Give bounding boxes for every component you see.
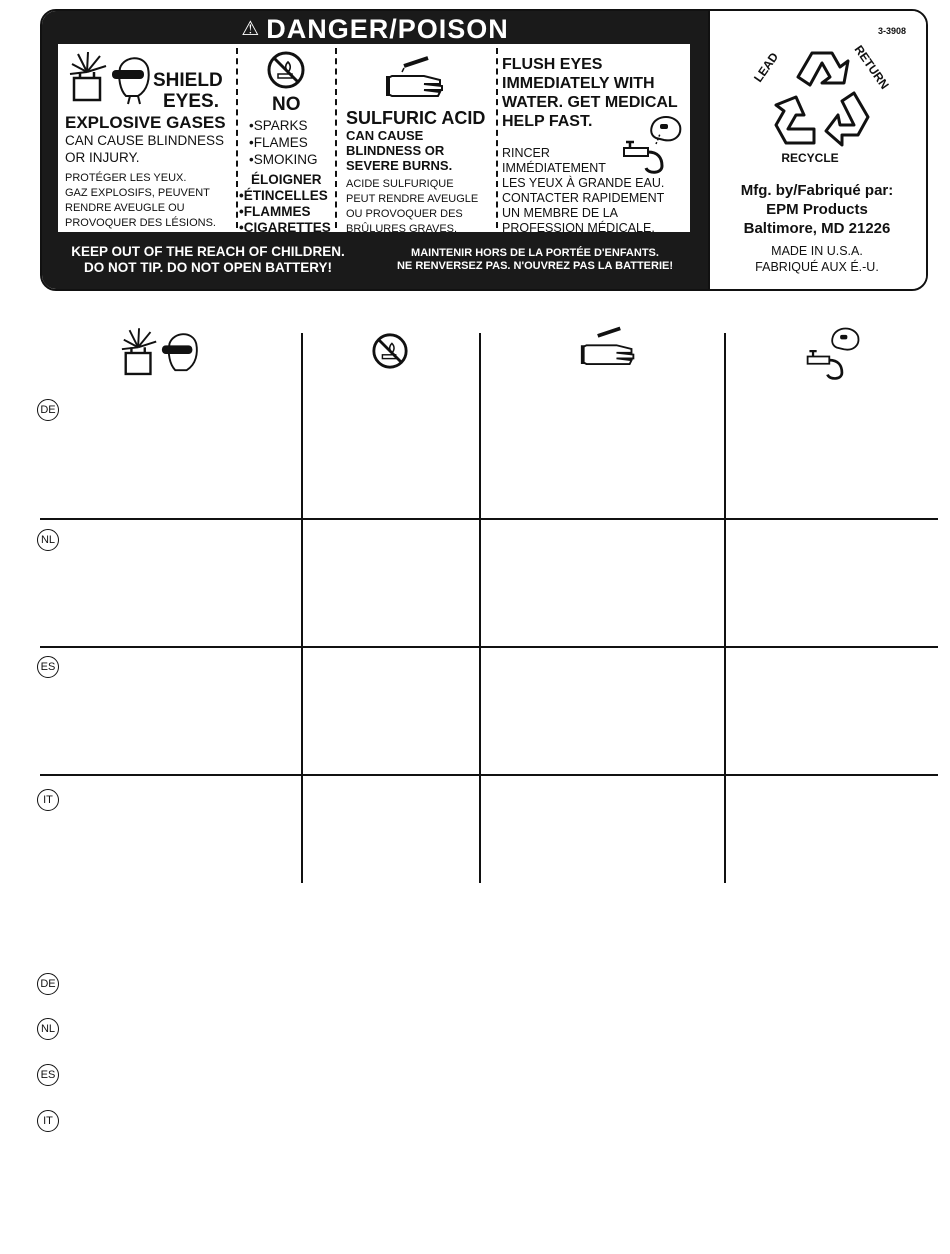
- panel3-fr-line: BRÛLURES GRAVES.: [346, 223, 458, 235]
- made-in-en: MADE IN U.S.A.: [771, 244, 863, 258]
- panel3-fr-line: ACIDE SULFURIQUE: [346, 178, 454, 190]
- footer-en-line: DO NOT TIP. DO NOT OPEN BATTERY!: [83, 260, 332, 276]
- panel4-fr-line: UN MEMBRE DE LA: [502, 206, 618, 220]
- footer-english: [58, 244, 358, 276]
- panel4-fr-line: CONTACTER RAPIDEMENT: [502, 191, 665, 205]
- panel1-fr-line: PROVOQUER DES LÉSIONS.: [65, 217, 216, 229]
- flush-eyes-heading: HELP FAST.: [502, 113, 593, 130]
- panel1-en-line: OR INJURY.: [65, 150, 140, 165]
- panel-separator: [496, 48, 498, 228]
- legend-badge-nl: NL: [37, 1018, 59, 1040]
- footer-fr-line: MAINTENIR HORS DE LA PORTÉE D'ENFANTS.: [411, 247, 659, 259]
- eyewash-icon: [618, 112, 684, 174]
- flush-eyes-heading: WATER. GET MEDICAL: [502, 94, 678, 111]
- grid-column-divider: [301, 333, 303, 883]
- shield-eyes-heading-2: EYES.: [163, 91, 219, 112]
- warning-triangle-icon: ⚠: [241, 18, 261, 40]
- legend-badge-es: ES: [37, 1064, 59, 1086]
- language-badge-de: DE: [37, 399, 59, 421]
- grid-row-divider: [40, 518, 938, 520]
- language-badge-es: ES: [37, 656, 59, 678]
- explosion-goggles-icon: [68, 50, 152, 106]
- panel4-fr-line: LES YEUX À GRANDE EAU.: [502, 176, 665, 190]
- panel1-fr-line: PROTÉGER LES YEUX.: [65, 172, 187, 184]
- flush-eyes-heading: FLUSH EYES: [502, 56, 603, 73]
- language-badge-it: IT: [37, 789, 59, 811]
- label-title-text: DANGER/POISON: [266, 14, 509, 44]
- panel1-en-line: CAN CAUSE BLINDNESS: [65, 133, 225, 148]
- panel3-fr-line: OU PROVOQUER DES: [346, 208, 463, 220]
- no-smoking-icon: [371, 332, 409, 370]
- no-heading: NO: [272, 94, 301, 115]
- grid-column-divider: [479, 333, 481, 883]
- panel3-en-line: CAN CAUSE: [346, 128, 424, 143]
- language-badge-nl: NL: [37, 529, 59, 551]
- panel-separator: [236, 48, 238, 228]
- shield-eyes-heading: SHIELD: [153, 70, 223, 91]
- footer-french: [375, 247, 695, 273]
- no-item: •SMOKING: [249, 152, 318, 167]
- recycle-word-return: RETURN: [851, 42, 892, 92]
- label-recycle-area: [708, 11, 928, 289]
- panel1-fr-line: RENDRE AVEUGLE OU: [65, 202, 185, 214]
- eloigner-heading: ÉLOIGNER: [251, 172, 322, 187]
- eloigner-item: •ÉTINCELLES: [239, 188, 328, 203]
- no-item: •SPARKS: [249, 118, 308, 133]
- no-item: •FLAMES: [249, 135, 308, 150]
- panel3-fr-line: PEUT RENDRE AVEUGLE: [346, 193, 479, 205]
- hazard-panel: [58, 44, 690, 235]
- recycle-word-recycle: RECYCLE: [781, 151, 839, 165]
- acid-hand-icon: [384, 62, 448, 98]
- grid-column-divider: [724, 333, 726, 883]
- recycle-word-lead: LEAD: [750, 49, 782, 85]
- mfg-address: Baltimore, MD 21226: [743, 220, 891, 237]
- grid-row-divider: [40, 774, 938, 776]
- panel3-en-line: SEVERE BURNS.: [346, 158, 453, 173]
- legend-badge-it: IT: [37, 1110, 59, 1132]
- footer-fr-line: NE RENVERSEZ PAS. N'OUVREZ PAS LA BATTERIE!: [396, 260, 673, 273]
- panel1-fr-line: GAZ EXPLOSIFS, PEUVENT: [65, 187, 210, 199]
- mfg-company: EPM Products: [766, 201, 868, 218]
- explosion-goggles-icon: [120, 326, 200, 380]
- eloigner-item: •FLAMMES: [239, 204, 311, 219]
- no-smoking-icon: [266, 50, 306, 90]
- mfg-line: Mfg. by/Fabriqué par:: [740, 182, 894, 199]
- explosive-gases-heading: EXPLOSIVE GASES: [65, 113, 226, 132]
- eloigner-item: •CIGARETTES: [239, 220, 331, 235]
- footer-en-line: KEEP OUT OF THE REACH OF CHILDREN.: [71, 244, 345, 259]
- flush-eyes-heading: IMMEDIATELY WITH: [502, 75, 655, 92]
- part-number: 3-3908: [878, 26, 907, 36]
- panel-separator: [335, 48, 337, 228]
- legend-badge-de: DE: [37, 973, 59, 995]
- sulfuric-acid-heading: SULFURIC ACID: [346, 108, 486, 128]
- label-title: [42, 14, 708, 45]
- made-in-fr: FABRIQUÉ AUX É.-U.: [755, 260, 879, 274]
- eyewash-icon: [802, 324, 862, 380]
- panel3-en-line: BLINDNESS OR: [346, 143, 445, 158]
- panel4-fr-line: PROFESSION MÉDICALE.: [502, 221, 655, 235]
- warning-label: [40, 9, 928, 291]
- grid-row-divider: [40, 646, 938, 648]
- label-dark-area: [42, 11, 708, 289]
- acid-hand-icon: [579, 332, 639, 366]
- panel4-fr-line: IMMÉDIATEMENT: [502, 161, 606, 175]
- panel4-fr-line: RINCER: [502, 146, 550, 160]
